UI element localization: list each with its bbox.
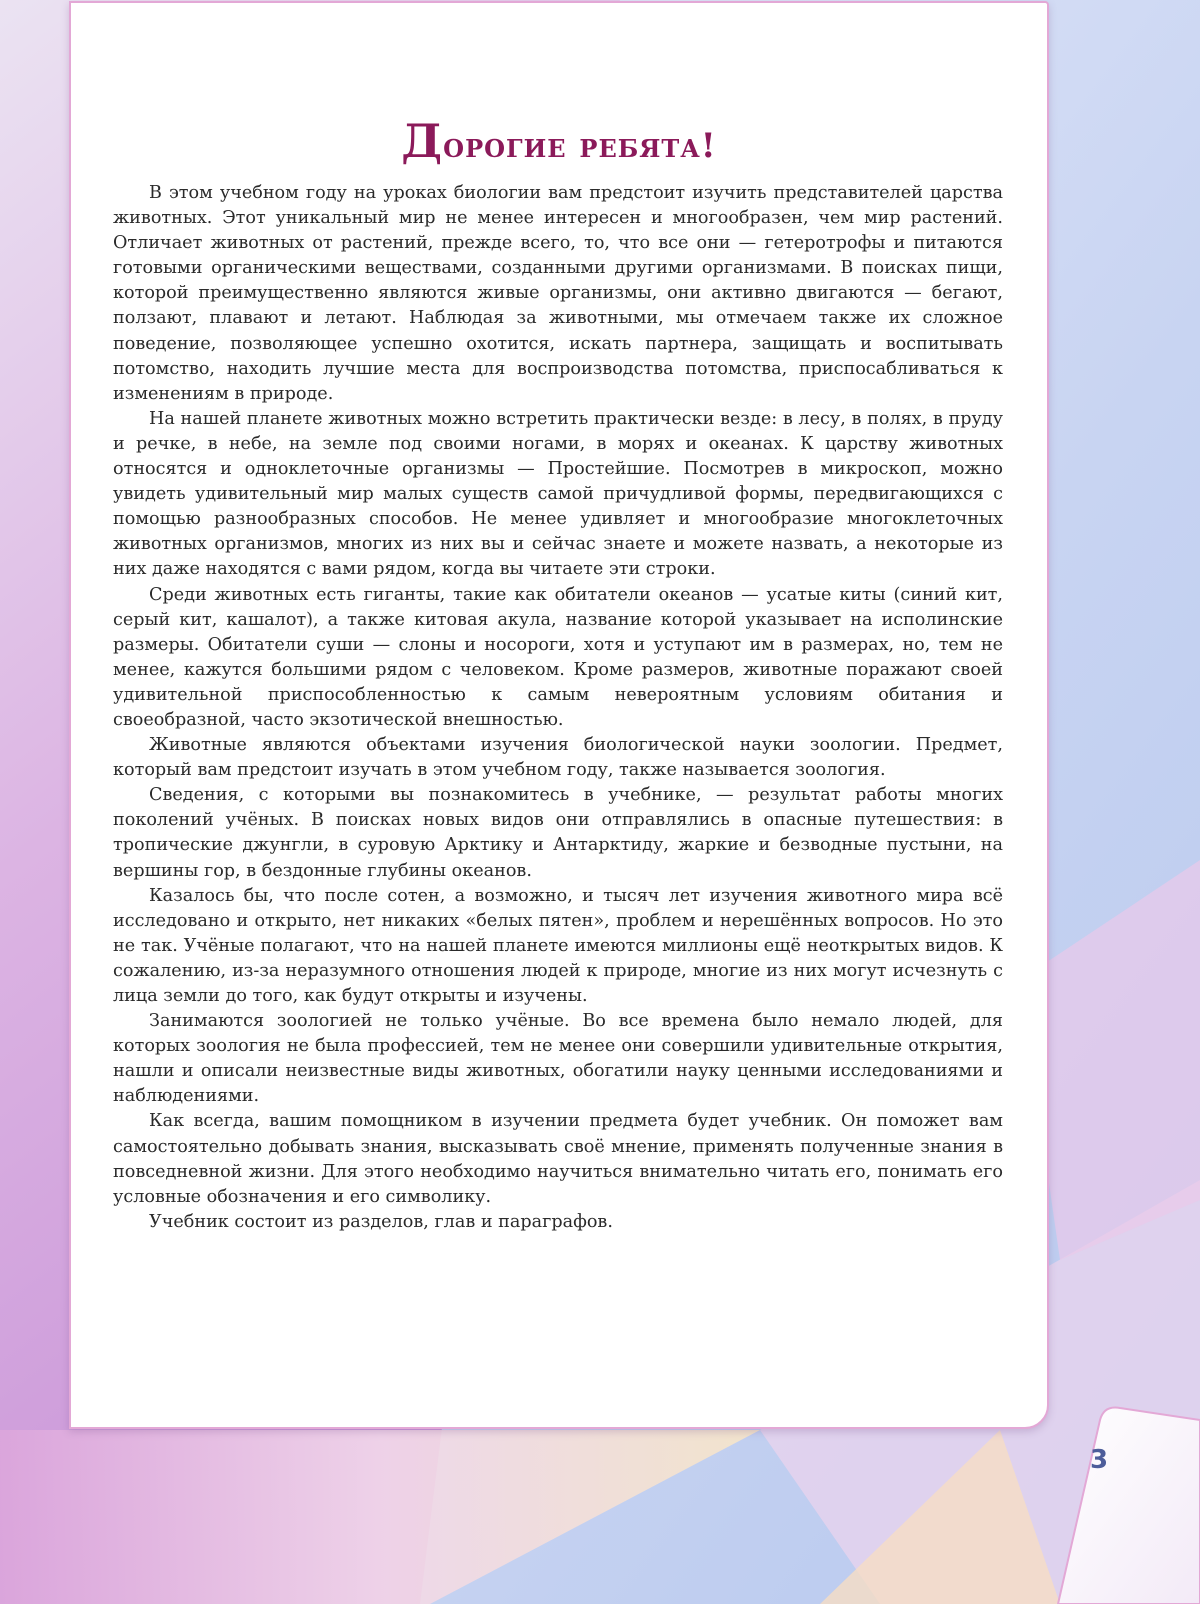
paragraph: Как всегда, вашим помощником в изучении предмета будет учебник. Он поможет вам самостоятельно добывать знания, высказывать своё мнение, применять полученные знания в повседневной жизни. Для этого необходимо научиться внимательно читать его, понимать его условные обозначения и его символику.: [113, 1111, 1003, 1207]
paragraph: Животные являются объектами изучения биологической науки зоологии. Предмет, который вам предстоит изучать в этом учебном году, также называется зоология.: [113, 735, 1003, 781]
body-text: [113, 181, 1003, 1235]
paragraph: Среди животных есть гиганты, такие как обитатели океанов — усатые киты (синий кит, серый кит, кашалот), а также китовая акула, название которой указывает на исполинские размеры. Обитатели суши — слоны и носороги, хотя и уступают им в размерах, но, тем не менее, кажутся большими рядом с человеком. Кроме размеров, животные поражают своей удивительной приспособленностью к самым невероятным условиям обитания и своеобразной, часто экзотической внешностью.: [113, 584, 1003, 730]
title-initial: Д: [401, 114, 444, 168]
paragraph: Учебник состоит из разделов, глав и параграфов.: [149, 1211, 613, 1232]
paragraph: В этом учебном году на уроках биологии вам предстоит изучить представителей царства животных. Этот уникальный мир не менее интересен и многообразен, чем мир растений. Отличает животных от растений, прежде всего, то, что все они — гетеротрофы и питаются готовыми органическими веществами, созданными другими организмами. В поисках пищи, которой преимущественно являются живые организмы, они активно двигаются — бегают, ползают, плавают и летают. Наблюдая за животными, мы отмечаем также их сложное поведение, позволяющее успешно охотится, искать партнера, защищать и воспитывать потомство, находить лучшие места для воспроизводства потомства, приспосабливаться к изменениям в природе.: [113, 183, 1003, 404]
paragraph: Занимаются зоологией не только учёные. Во все времена было немало людей, для которых зоология не была профессией, тем не менее они совершили удивительные открытия, нашли и описали неизвестные виды животных, обогатили науку ценными исследованиями и наблюдениями.: [113, 1011, 1003, 1107]
page-title: [71, 114, 1047, 170]
paragraph: На нашей планете животных можно встретить практически везде: в лесу, в полях, в пруду и речке, в небе, на земле под своими ногами, в морях и океанах. К царству животных относятся и одноклеточные организмы — Простейшие. Посмотрев в микроскоп, можно увидеть удивительный мир малых существ самой причудливой формы, передвигающихся с помощью разнообразных способов. Не менее удивляет и многообразие многоклеточных животных организмов, многих из них вы и сейчас знаете и можете назвать, а некоторые из них даже находятся с вами рядом, когда вы читаете эти строки.: [113, 408, 1003, 580]
paragraph: Казалось бы, что после сотен, а возможно, и тысяч лет изучения животного мира всё исследовано и открыто, нет никаких «белых пятен», проблем и нерешённых вопросов. Но это не так. Учёные полагают, что на нашей планете имеются миллионы ещё неоткрытых видов. К сожалению, из-за неразумного отношения людей к природе, многие из них могут исчезнуть с лица земли до того, как будут открыты и изучены.: [113, 885, 1003, 1006]
title-rest: орогие ребята!: [443, 126, 717, 166]
page-number: 3: [1089, 1445, 1109, 1475]
content-card: [69, 1, 1049, 1429]
paragraph: Сведения, с которыми вы познакомитесь в учебнике, — результат работы многих поколений учёных. В поисках новых видов они отправлялись в опасные путешествия: в тропические джунгли, в суровую Арктику и Антарктиду, жаркие и безводные пустыни, на вершины гор, в бездонные глубины океанов.: [113, 785, 1003, 881]
